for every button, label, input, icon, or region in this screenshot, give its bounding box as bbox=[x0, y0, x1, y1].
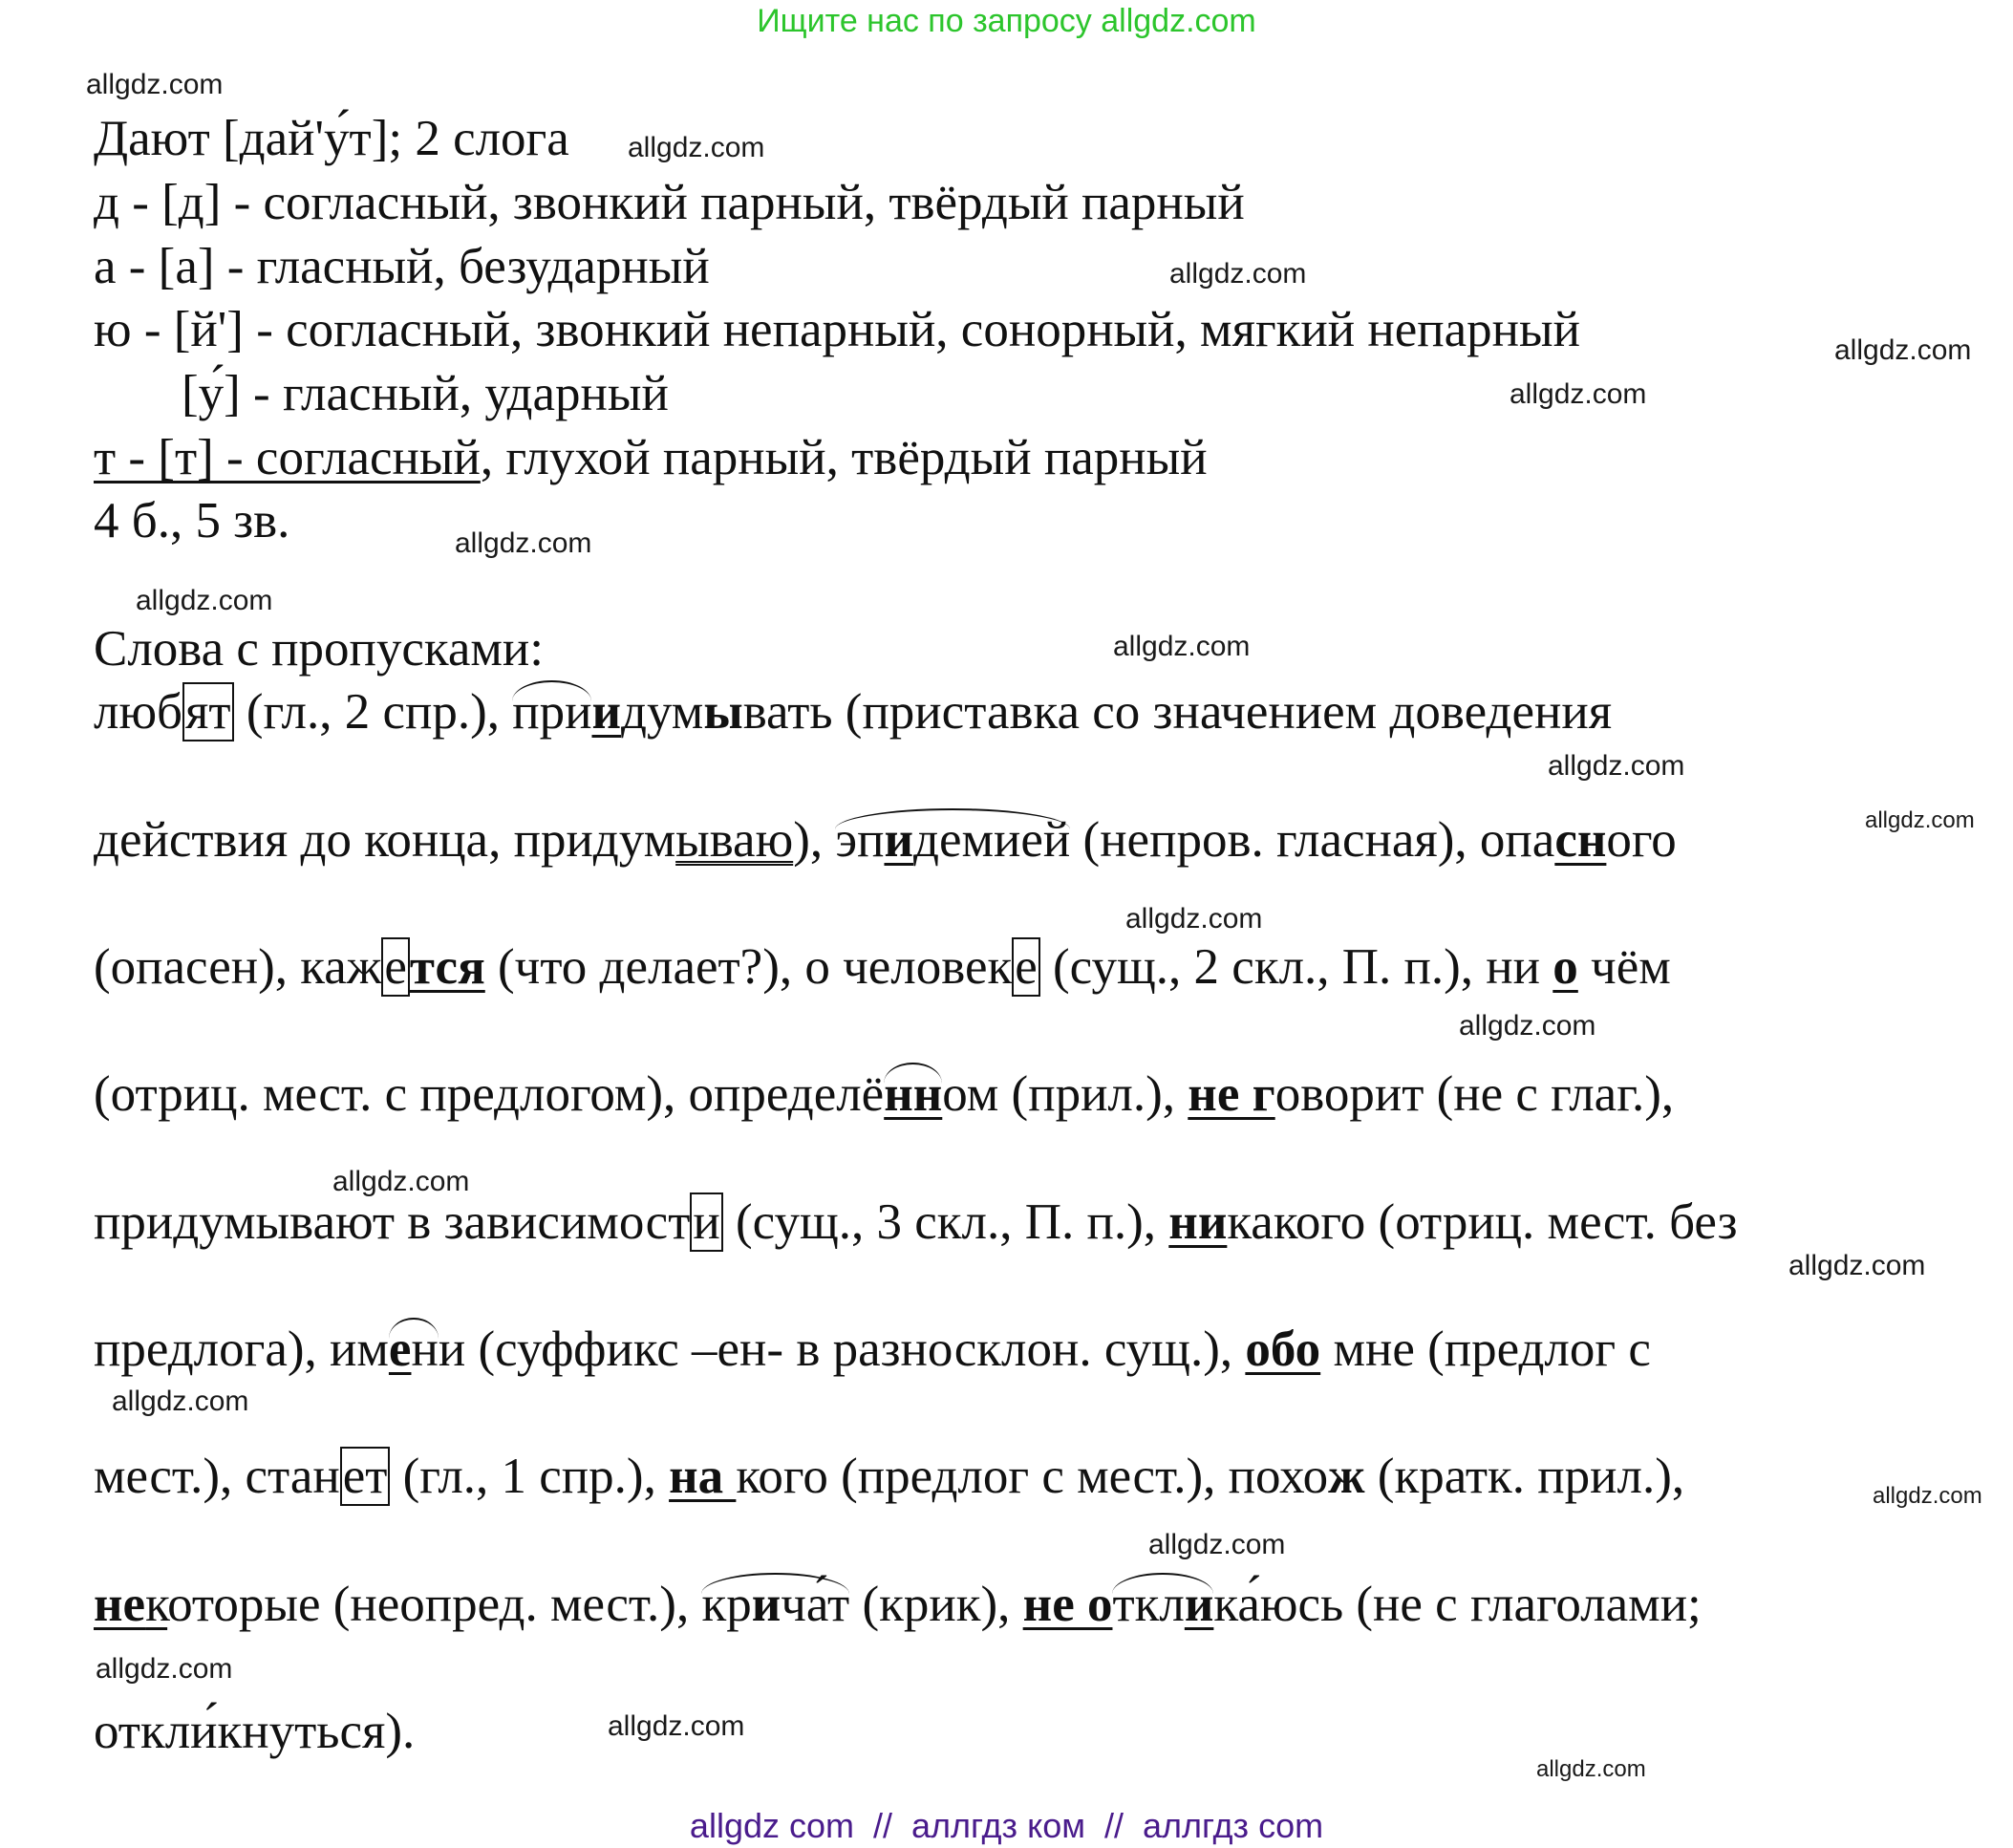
highlight: ни bbox=[1168, 1194, 1228, 1250]
words-line-5: придумывают в зависимости (сущ., 3 скл., П. п.), никакого (отриц. мест. без bbox=[94, 1194, 1738, 1250]
ending-box: е bbox=[381, 937, 410, 997]
watermark: allgdz.com bbox=[1148, 1529, 1286, 1560]
watermark: allgdz.com bbox=[112, 1386, 249, 1417]
watermark: allgdz.com bbox=[1536, 1756, 1646, 1782]
highlight: не bbox=[94, 1577, 146, 1632]
watermark: allgdz.com bbox=[1788, 1250, 1926, 1281]
highlight: ы bbox=[703, 684, 743, 740]
words-line-1: любят (гл., 2 спр.), приидумывать (приставка со значением доведения bbox=[94, 681, 1612, 742]
phonetic-title: Дают [дай'у́т]; 2 слога bbox=[94, 111, 569, 166]
watermark: allgdz.com bbox=[1459, 1010, 1596, 1042]
watermark: allgdz.com bbox=[455, 527, 592, 559]
footer-links: allgdz com // аллгдз ком // аллгдз com bbox=[689, 1806, 1324, 1845]
watermark: allgdz.com bbox=[1510, 378, 1647, 410]
watermark: allgdz.com bbox=[1125, 903, 1263, 935]
root-arc: крича́т bbox=[701, 1573, 849, 1632]
phonetic-line-u: [у́] - гласный, ударный bbox=[182, 366, 669, 421]
words-line-8: некоторые (неопред. мест.), крича́т (крик), не отклика́юсь (не с глаголами; bbox=[94, 1574, 1702, 1635]
words-line-6: предлога), имени (суффикс –ен- в разносклон. сущ.), обо мне (предлог с bbox=[94, 1319, 1651, 1380]
highlight: о bbox=[1553, 939, 1578, 995]
phonetic-line-d: д - [д] - согласный, звонкий парный, твёрдый парный bbox=[94, 175, 1245, 230]
watermark: allgdz.com bbox=[1113, 631, 1251, 662]
highlight: не о bbox=[1022, 1577, 1113, 1632]
words-line-4: (отриц. мест. с предлогом), определённом (прил.), не говорит (не с глаг.), bbox=[94, 1064, 1674, 1125]
highlight: ж bbox=[1328, 1449, 1365, 1504]
words-line-2: действия до конца, придумываю), эпидемией (непров. гласная), опасного bbox=[94, 809, 1677, 870]
ending-box: ят bbox=[182, 682, 234, 741]
suffix-arc: ен bbox=[389, 1318, 439, 1377]
watermark: allgdz.com bbox=[628, 132, 765, 163]
root-arc: ткли bbox=[1112, 1573, 1213, 1632]
watermark: allgdz.com bbox=[608, 1710, 745, 1742]
highlight: сн bbox=[1554, 812, 1607, 868]
watermark: allgdz.com bbox=[1873, 1483, 1982, 1509]
highlight: на bbox=[669, 1449, 737, 1504]
ending-box: и bbox=[690, 1193, 722, 1252]
watermark: allgdz.com bbox=[96, 1653, 233, 1685]
highlight: обо bbox=[1245, 1322, 1321, 1377]
letter-sound-count: 4 б., 5 зв. bbox=[94, 493, 290, 548]
root-arc: эпидемией bbox=[835, 808, 1070, 868]
highlight: тся bbox=[409, 939, 485, 995]
words-line-3: (опасен), кажется (что делает?), о человеке (сущ., 2 скл., П. п.), ни о чём bbox=[94, 939, 1671, 995]
phonetic-line-t bbox=[94, 427, 1208, 488]
words-title: Слова с пропусками: bbox=[94, 621, 545, 677]
phonetic-line-a: а - [а] - гласный, безударный bbox=[94, 239, 710, 294]
watermark: allgdz.com bbox=[1865, 807, 1975, 833]
suffix-underline: ываю bbox=[675, 812, 794, 868]
words-line-9: откли́кнуться). bbox=[94, 1704, 416, 1759]
words-line-7: мест.), станет (гл., 1 спр.), на кого (предлог с мест.), похож (кратк. прил.), bbox=[94, 1449, 1685, 1504]
search-banner: Ищите нас по запросу allgdz.com bbox=[757, 3, 1256, 39]
phonetic-line-yu: ю - [й'] - согласный, звонкий непарный, сонорный, мягкий непарный bbox=[94, 302, 1581, 357]
t-rest: , глухой парный, твёрдый парный bbox=[480, 430, 1208, 485]
ending-box: е bbox=[1012, 937, 1040, 997]
watermark: allgdz.com bbox=[1548, 750, 1685, 782]
watermark: allgdz.com bbox=[1169, 258, 1307, 290]
ending-box: ет bbox=[340, 1447, 391, 1506]
watermark: allgdz.com bbox=[136, 585, 273, 616]
suffix-highlight: нн bbox=[884, 1063, 942, 1122]
watermark: allgdz.com bbox=[332, 1166, 470, 1197]
watermark: allgdz.com bbox=[1834, 334, 1972, 366]
highlight: и bbox=[591, 684, 622, 740]
t-underlined: т - [т] - согласный bbox=[94, 430, 481, 485]
highlight: не г bbox=[1188, 1066, 1275, 1122]
prefix-arc: при bbox=[512, 680, 591, 740]
watermark: allgdz.com bbox=[86, 69, 224, 100]
